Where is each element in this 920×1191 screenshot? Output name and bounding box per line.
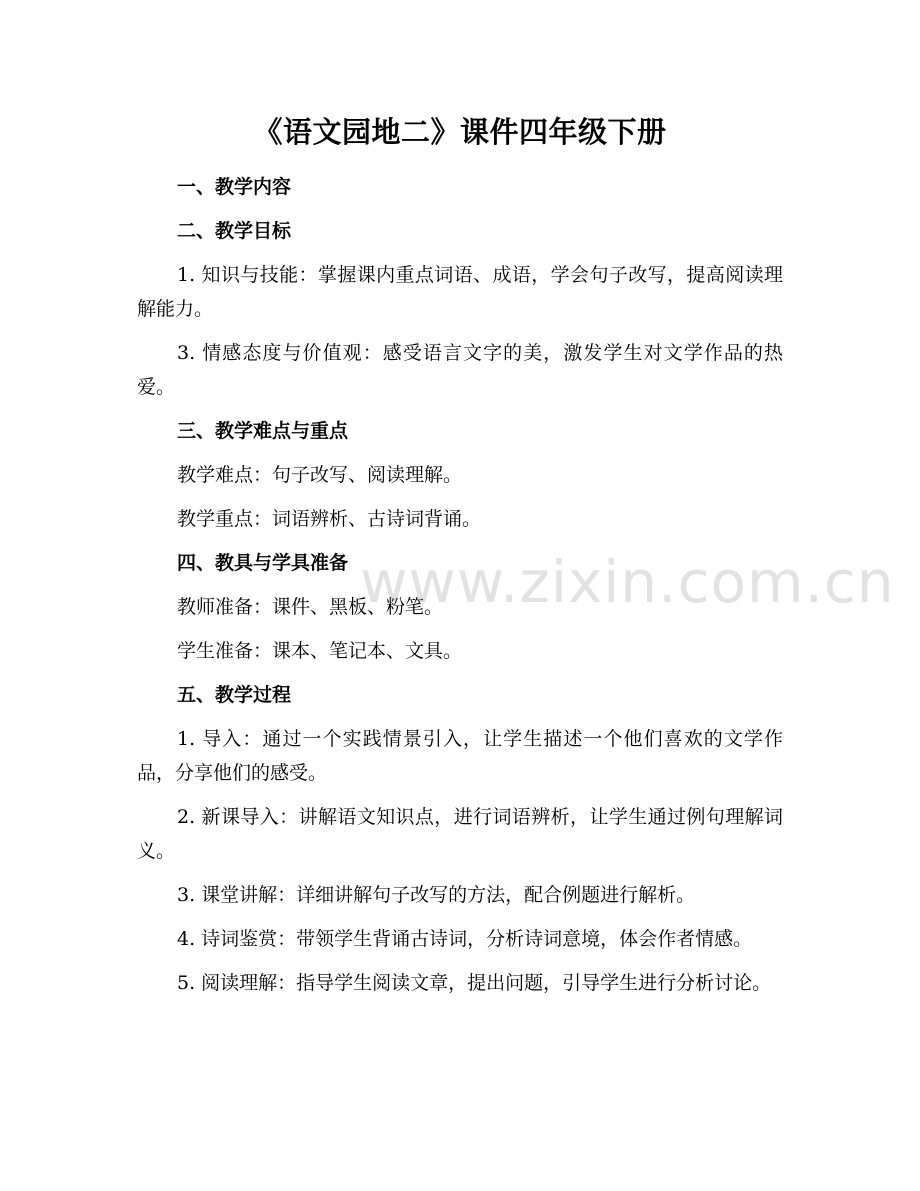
difficulty-paragraph: 教学难点：句子改写、阅读理解。	[177, 464, 463, 486]
objective-knowledge-paragraph: 1. 知识与技能：掌握课内重点词语、成语，学会句子改写，提高阅读理解能力。	[137, 264, 783, 320]
objective-emotion-paragraph: 3. 情感态度与价值观：感受语言文字的美，激发学生对文学作品的热爱。	[137, 342, 783, 398]
process-step-1: 1. 导入：通过一个实践情景引入，让学生描述一个他们喜欢的文学作品，分享他们的感受。	[137, 728, 783, 784]
process-step-4: 4. 诗词鉴赏：带领学生背诵古诗词，分析诗词意境，体会作者情感。	[177, 928, 753, 950]
key-points-paragraph: 教学重点：词语辨析、古诗词背诵。	[177, 508, 482, 530]
section-heading-difficulties: 三、教学难点与重点	[177, 420, 349, 442]
process-step-3: 3. 课堂讲解：详细讲解句子改写的方法，配合例题进行解析。	[177, 884, 696, 906]
section-heading-process: 五、教学过程	[177, 684, 292, 706]
process-step-2: 2. 新课导入：讲解语文知识点，进行词语辨析，让学生通过例句理解词义。	[137, 806, 783, 862]
student-materials-paragraph: 学生准备：课本、笔记本、文具。	[177, 640, 463, 662]
process-step-5: 5. 阅读理解：指导学生阅读文章，提出问题，引导学生进行分析讨论。	[177, 972, 772, 994]
document-title: 《语文园地二》课件四年级下册	[253, 115, 667, 149]
teacher-materials-paragraph: 教师准备：课件、黑板、粉笔。	[177, 596, 444, 618]
section-heading-materials: 四、教具与学具准备	[177, 552, 349, 574]
section-heading-content: 一、教学内容	[177, 176, 292, 198]
watermark-text: www.zixin.com.cn	[360, 548, 895, 616]
document-body	[137, 170, 783, 1010]
section-heading-objectives: 二、教学目标	[177, 220, 292, 242]
